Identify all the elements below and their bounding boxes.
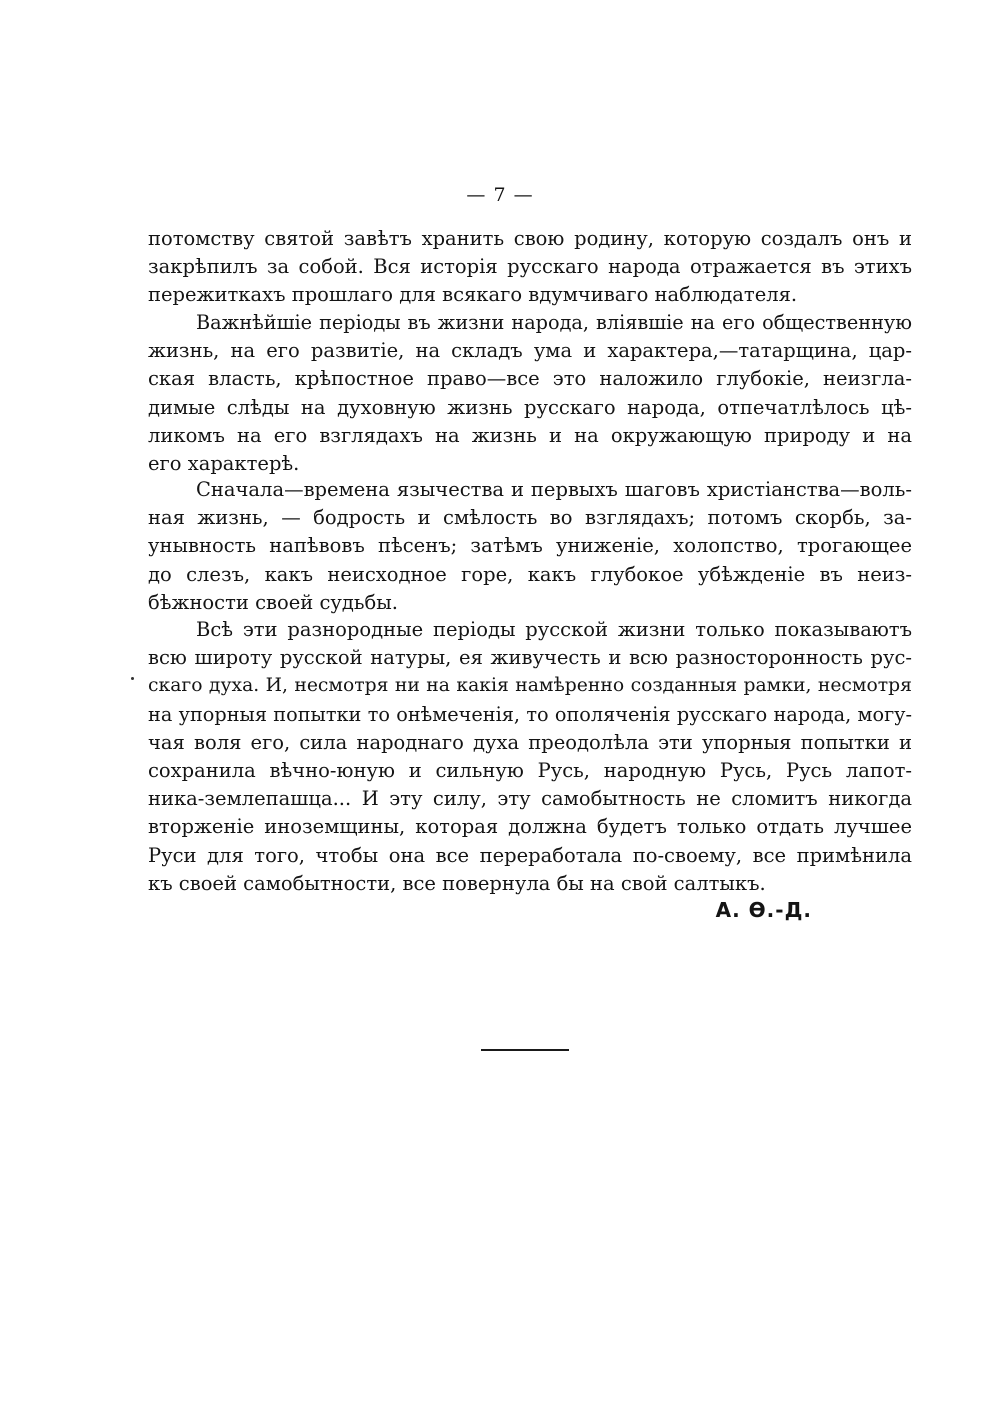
paragraph-3 — [148, 476, 912, 617]
text-line: закрѣпилъ за собой. Вся исторія русскаго народа отражается въ этихъ — [148, 255, 912, 279]
text-line: Руси для того, чтобы она все переработала по-своему, все примѣнила — [148, 843, 912, 867]
text-line: до слезъ, какъ неисходное горе, какъ глубокое убѣжденіе въ неиз- — [148, 562, 912, 586]
text-line: пережиткахъ прошлаго для всякаго вдумчиваго наблюдателя. — [148, 283, 798, 307]
text-line: ликомъ на его взглядахъ на жизнь и на окружающую природу и на — [148, 423, 912, 447]
text-line: потомству святой завѣтъ хранить свою родину, которую создалъ онъ и — [148, 227, 912, 250]
text-line: Сначала—времена язычества и первыхъ шаговъ христіанства—воль- — [196, 478, 912, 501]
paragraph-1 — [148, 225, 912, 310]
text-line: всю широту русской натуры, ея живучесть и всю разносторонность рус- — [148, 646, 912, 670]
text-line: чая воля его, сила народнаго духа преодолѣла эти упорныя попытки и — [148, 730, 912, 754]
page-number: — 7 — — [466, 184, 534, 206]
section-divider — [481, 1049, 569, 1051]
author-signature: А. Ѳ.-Д. — [715, 898, 812, 922]
text-line: Всѣ эти разнородные періоды русской жизни только показываютъ — [196, 618, 912, 641]
text-line: вторженіе иноземщины, которая должна будетъ только отдать лучшее — [148, 815, 912, 839]
text-line: жизнь, на его развитіе, на складъ ума и характера,—татарщина, цар- — [148, 339, 912, 363]
text-line: ная жизнь, — бодрость и смѣлость во взглядахъ; потомъ скорбь, за- — [148, 506, 912, 530]
margin-mark — [131, 677, 134, 680]
text-line: къ своей самобытности, все повернула бы на свой салтыкъ. — [148, 871, 766, 895]
text-line: димые слѣды на духовную жизнь русскаго народа, отпечатлѣлось цѣ- — [148, 395, 912, 419]
text-line: Важнѣйшіе періоды въ жизни народа, вліявшіе на его общественную — [196, 311, 912, 334]
text-line: ская власть, крѣпостное право—все это наложило глубокіе, неизгла- — [148, 367, 912, 391]
paragraph-4 — [148, 616, 912, 898]
text-line: унывность напѣвовъ пѣсенъ; затѣмъ униженіе, холопство, трогающее — [148, 534, 912, 558]
text-line: на упорныя попытки то онѣмеченія, то ополяченія русскаго народа, могу- — [148, 702, 912, 726]
text-line: бѣжности своей судьбы. — [148, 590, 398, 614]
text-line: скаго духа. И, несмотря ни на какія намѣренно созданныя рамки, несмотря — [148, 675, 912, 697]
text-line: его характерѣ. — [148, 451, 300, 475]
text-line: сохранила вѣчно-юную и сильную Русь, народную Русь, Русь лапот- — [148, 758, 912, 782]
paragraph-2 — [148, 309, 912, 478]
text-line: ника-землепашца... И эту силу, эту самобытность не сломитъ никогда — [148, 787, 912, 811]
